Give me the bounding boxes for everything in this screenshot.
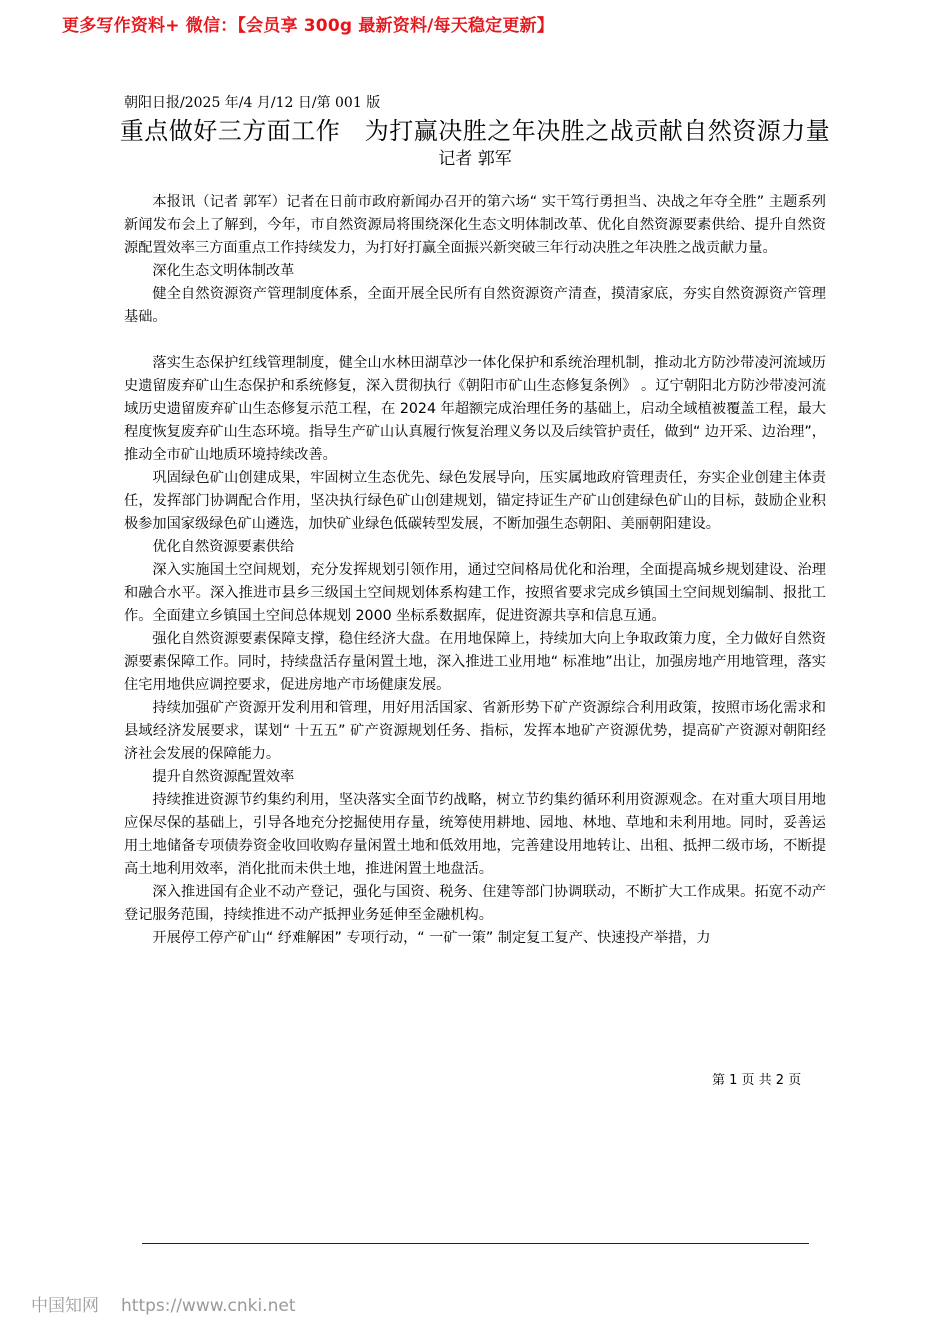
- section-heading: 深化生态文明体制改革: [152, 263, 295, 279]
- paragraph: 深入实施国土空间规划，充分发挥规划引领作用，通过空间格局优化和治理，全面提高城乡规划建设、治理和融合水平。深入推进市县乡三级国土空间规划体系构建工作，按照省要求完成乡镇国土空间规划编制、报批工作。全面建立乡镇国土空间总体规划 2000 坐标系数据库，促进资源共享和信息互通。: [124, 562, 826, 624]
- paragraph: 深入推进国有企业不动产登记，强化与国资、税务、住建等部门协调联动，不断扩大工作成果。拓宽不动产登记服务范围，持续推进不动产抵押业务延伸至金融机构。: [124, 884, 826, 923]
- paragraph: 健全自然资源资产管理制度体系，全面开展全民所有自然资源资产清查，摸清家底，夯实自然资源资产管理基础。: [124, 286, 826, 325]
- paragraph: 巩固绿色矿山创建成果，牢固树立生态优先、绿色发展导向，压实属地政府管理责任，夯实企业创建主体责任，发挥部门协调配合作用，坚决执行绿色矿山创建规划，锚定持证生产矿山创建绿色矿山的目标，鼓励企业积极参加国家级绿色矿山遴选，加快矿业绿色低碳转型发展，不断加强生态朝阳、美丽朝阳建设。: [124, 470, 826, 532]
- paragraph: 强化自然资源要素保障支撑，稳住经济大盘。在用地保障上，持续加大向上争取政策力度，全力做好自然资源要素保障工作。同时，持续盘活存量闲置土地，深入推进工业用地“ 标准地”出让，加强房地产用地管理，落实住宅用地供应调控要求，促进房地产市场健康发展。: [124, 631, 826, 693]
- blank-line: [124, 329, 826, 352]
- section-heading: 提升自然资源配置效率: [152, 769, 295, 785]
- byline: 记者 郭军: [438, 149, 512, 169]
- footer-divider: [142, 1243, 809, 1244]
- watermark-url: https://www.cnki.net: [121, 1296, 296, 1316]
- article-title: 重点做好三方面工作 为打赢决胜之年决胜之战贡献自然资源力量: [119, 117, 831, 145]
- paragraph: 本报讯（记者 郭军）记者在日前市政府新闻办召开的第六场“ 实干笃行勇担当、决战之年夺全胜” 主题系列新闻发布会上了解到，今年，市自然资源局将围绕深化生态文明体制改革、优化自然资源要素供给、提升自然资源配置效率三方面重点工作持续发力，为打好打赢全面振兴新突破三年行动决胜之年决胜之战贡献力量。: [124, 194, 826, 256]
- watermark-brand: 中国知网: [31, 1296, 99, 1316]
- paragraph: 开展停工停产矿山“ 纾难解困” 专项行动，“ 一矿一策” 制定复工复产、快速投产举措，力: [152, 930, 711, 946]
- document-page: [119, 92, 831, 950]
- page-number: 第 1 页 共 2 页: [712, 1073, 802, 1088]
- paragraph: 持续推进资源节约集约利用，坚决落实全面节约战略，树立节约集约循环利用资源观念。在对重大项目用地应保尽保的基础上，引导各地充分挖掘使用存量，统筹使用耕地、园地、林地、草地和未利用地。同时，妥善运用土地储备专项债券资金收回收购存量闲置土地和低效用地，完善建设用地转让、出租、抵押二级市场，不断提高土地利用效率，消化批而未供土地，推进闲置土地盘活。: [124, 792, 826, 877]
- section-heading: 优化自然资源要素供给: [152, 539, 295, 555]
- paragraph: 落实生态保护红线管理制度，健全山水林田湖草沙一体化保护和系统治理机制，推动北方防沙带凌河流域历史遗留废弃矿山生态保护和系统修复，深入贯彻执行《朝阳市矿山生态修复条例》 。辽宁朝阳北方防沙带凌河流域历史遗留废弃矿山生态修复示范工程，在 2024 年超额完成治理任务的基础上，启动全域植被覆盖工程，最大程度恢复废弃矿山生态环境。指导生产矿山认真履行恢复治理义务以及后续管护责任，做到“ 边开采、边治理”，推动全市矿山地质环境持续改善。: [124, 355, 826, 463]
- promo-banner: 更多写作资料+ 微信：【会员享 300g 最新资料/每天稳定更新】: [62, 16, 554, 36]
- paragraph: 持续加强矿产资源开发利用和管理，用好用活国家、省新形势下矿产资源综合利用政策，按照市场化需求和县域经济发展要求，谋划“ 十五五” 矿产资源规划任务、指标，发挥本地矿产资源优势，提高矿产资源对朝阳经济社会发展的保障能力。: [124, 700, 826, 762]
- cnki-watermark: [31, 1294, 295, 1318]
- source-line: 朝阳日报/2025 年/4 月/12 日/第 001 版: [124, 95, 381, 111]
- article-body: [124, 191, 826, 950]
